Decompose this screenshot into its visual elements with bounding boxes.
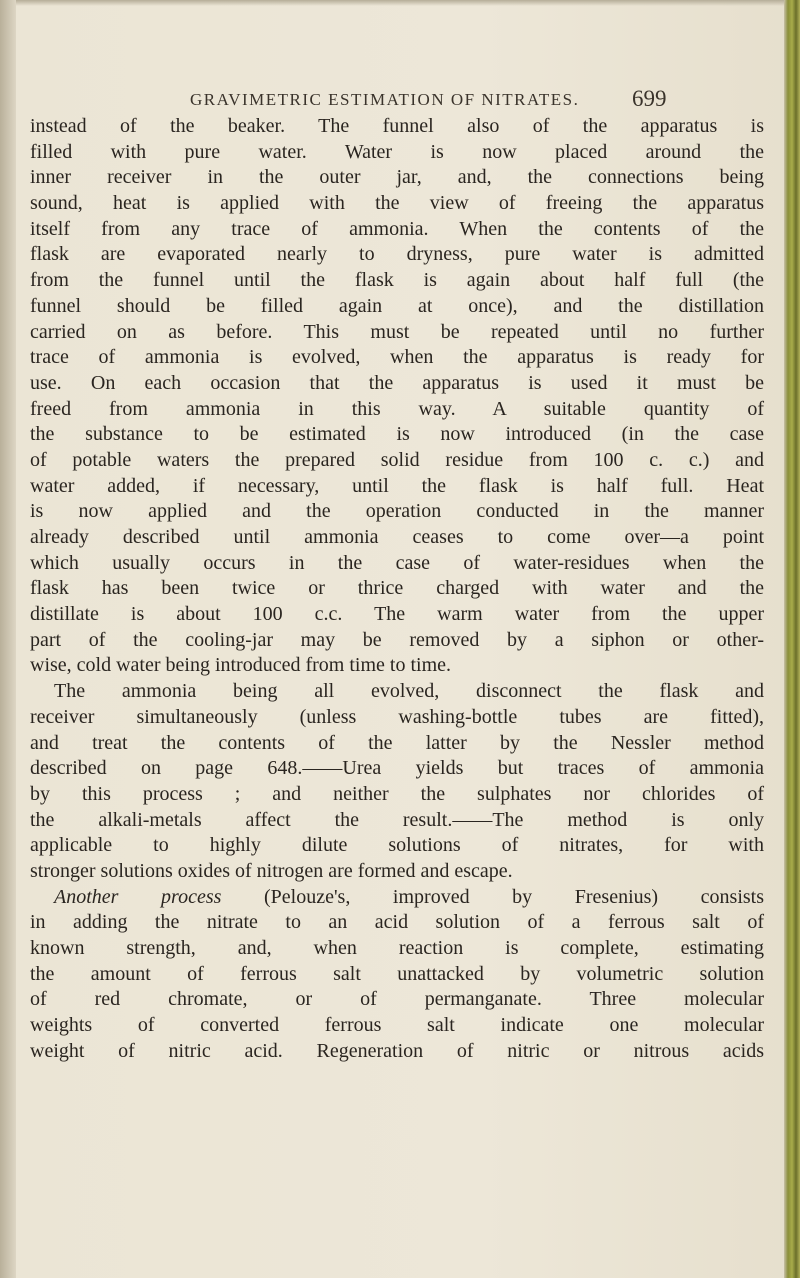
text-line: wise, cold water being introduced from time to time.: [30, 654, 451, 677]
text-line: the alkali-metals affect the result.——The method is only: [30, 808, 764, 831]
page-left-edge: [0, 0, 16, 1278]
text-line: known strength, and, when reaction is complete, estimating: [30, 937, 764, 959]
text-line: freed from ammonia in this way. A suitable quantity of: [30, 397, 764, 420]
text-line: by this process ; and neither the sulphates nor chlorides of: [30, 782, 764, 805]
book-binding-edge: [784, 0, 800, 1278]
running-head: [0, 86, 784, 116]
text-line: in adding the nitrate to an acid solution of a ferrous salt of: [30, 911, 764, 934]
text-line: is now applied and the operation conducted in the manner: [30, 500, 764, 523]
text-line: distillate is about 100 c.c. The warm water from the upper: [30, 603, 764, 626]
text-line: part of the cooling-jar may be removed by a siphon or other-: [30, 628, 764, 651]
italic-lead: Another process: [54, 885, 222, 908]
text-line: and treat the contents of the latter by the Nessler method: [30, 731, 764, 754]
text-line: receiver simultaneously (unless washing-bottle tubes are fitted),: [30, 705, 764, 728]
text-line: instead of the beaker. The funnel also of the apparatus is: [30, 115, 764, 137]
text-line: flask are evaporated nearly to dryness, pure water is admitted: [30, 243, 764, 266]
text-line: of red chromate, or of permanganate. Three molecular: [30, 988, 764, 1011]
page-number: 699: [632, 86, 667, 111]
text-line: from the funnel until the flask is again about half full (the: [30, 269, 764, 292]
text-line: flask has been twice or thrice charged with water and the: [30, 577, 764, 600]
text-line: use. On each occasion that the apparatus is used it must be: [30, 371, 764, 394]
text-line: the substance to be estimated is now introduced (in the case: [30, 423, 764, 446]
text-line-italic-lead: [30, 885, 764, 911]
text-line: itself from any trace of ammonia. When the contents of the: [30, 217, 764, 240]
text-line: trace of ammonia is evolved, when the apparatus is ready for: [30, 346, 764, 369]
text-line: the amount of ferrous salt unattacked by volumetric solution: [30, 962, 764, 985]
text-line: of potable waters the prepared solid residue from 100 c. c.) and: [30, 448, 764, 471]
text-line: sound, heat is applied with the view of freeing the apparatus: [30, 192, 764, 215]
text-line: water added, if necessary, until the flask is half full. Heat: [30, 474, 764, 497]
body-text: [30, 114, 764, 1064]
text-line: weight of nitric acid. Regeneration of nitric or nitrous acids: [30, 1039, 764, 1062]
running-title: GRAVIMETRIC ESTIMATION OF NITRATES.: [190, 90, 580, 109]
text-line: weights of converted ferrous salt indicate one molecular: [30, 1014, 764, 1037]
text-line: which usually occurs in the case of water-residues when the: [30, 551, 764, 574]
text-line: The ammonia being all evolved, disconnect the flask and: [54, 680, 764, 703]
text-line: funnel should be filled again at once), and the distillation: [30, 294, 764, 317]
page-top-edge: [0, 0, 800, 6]
text-line-rest: (Pelouze's, improved by Fresenius) consists: [263, 885, 765, 908]
text-line: already described until ammonia ceases to come over—a point: [30, 526, 764, 548]
text-line: stronger solutions oxides of nitrogen are formed and escape.: [30, 859, 513, 882]
text-line: carried on as before. This must be repeated until no further: [30, 320, 764, 343]
text-line: filled with pure water. Water is now placed around the: [30, 140, 764, 163]
text-line: described on page 648.——Urea yields but traces of ammonia: [30, 757, 764, 780]
text-line: inner receiver in the outer jar, and, the connections being: [30, 166, 764, 189]
text-line: applicable to highly dilute solutions of nitrates, for with: [30, 834, 764, 857]
